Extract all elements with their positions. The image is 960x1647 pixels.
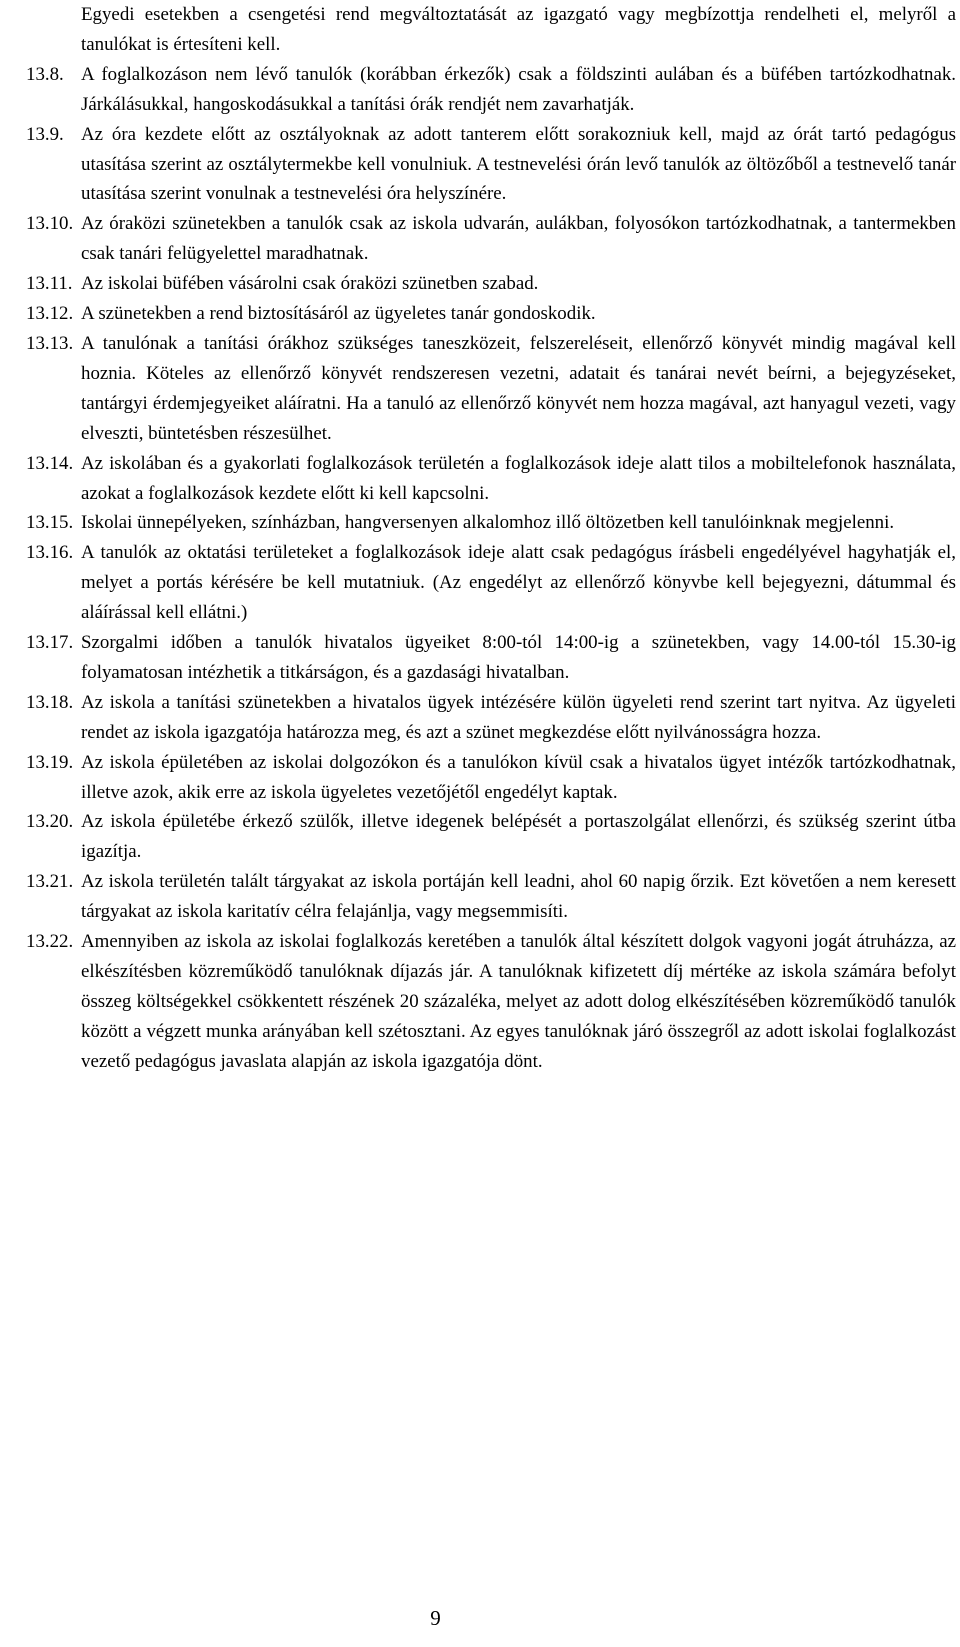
page-number: 9	[430, 1606, 441, 1630]
rule-item-13-11	[26, 269, 956, 299]
rule-number: 13.11.	[26, 273, 73, 295]
rule-item-13-8	[26, 60, 956, 120]
rule-item-13-13	[26, 329, 956, 449]
rule-number: 13.20.	[26, 811, 74, 833]
rule-item-13-17	[26, 628, 956, 688]
rule-number: 13.21.	[26, 871, 74, 893]
rule-number: 13.10.	[26, 213, 74, 235]
rule-text: A tanulók az oktatási területeket a foglalkozások ideje alatt csak pedagógus írásbeli engedélyével hagyhatják el, melyet a portás kérésére be kell mutatniuk. (Az engedélyt az ellenőrző könyvbe kell bejegyezni, dátummal és aláírással kell ellátni.)	[81, 542, 956, 624]
rule-text: Egyedi esetekben a csengetési rend megváltoztatását az igazgató vagy megbízottja rendelheti el, melyről a tanulókat is értesíteni kell.	[81, 4, 956, 55]
rule-text: A foglalkozáson nem lévő tanulók (korábban érkezők) csak a földszinti aulában és a büfében tartózkodhatnak. Járkálásukkal, hangoskodásukkal a tanítási órák rendjét nem zavarhatják.	[81, 63, 956, 115]
rule-text: Az iskola épületében az iskolai dolgozókon és a tanulókon kívül csak a hivatalos ügyet intézők tartózkodhatnak, illetve azok, akik erre az iskola ügyeletes vezetőjétől engedélyt kaptak.	[81, 751, 956, 803]
rule-text: Az iskolai büfében vásárolni csak óraközi szünetben szabad.	[81, 273, 539, 295]
rule-item-13-22	[26, 927, 956, 1077]
rule-item-13-10	[26, 209, 956, 269]
rule-text: Az iskola épületébe érkező szülők, illetve idegenek belépését a portaszolgálat ellenőrzi, és szükség szerint útba igazítja.	[81, 811, 956, 863]
rule-text: Az iskolában és a gyakorlati foglalkozások területén a foglalkozások ideje alatt tilos a mobiltelefonok használata, azokat a foglalkozások kezdete előtt ki kell kapcsolni.	[81, 452, 956, 504]
rule-item-13-20	[26, 807, 956, 867]
rule-item-13-12	[26, 299, 956, 329]
rule-text: Iskolai ünnepélyeken, színházban, hangversenyen alkalomhoz illő öltözetben kell tanulóinknak megjelenni.	[81, 512, 895, 534]
rules-list	[26, 0, 956, 1077]
rule-text: Az óra kezdete előtt az osztályoknak az adott tanterem előtt sorakozniuk kell, majd az órát tartó pedagógus utasítása szerint az osztálytermekbe kell vonulniuk. A testnevelési órán levő tanulók az öltözőből a testnevelő tanár utasítása szerint vonulnak a testnevelési óra helyszínére.	[81, 123, 956, 205]
rule-item-13-18	[26, 688, 956, 748]
rule-item-13-21	[26, 867, 956, 927]
rule-text: Szorgalmi időben a tanulók hivatalos ügyeiket 8:00-tól 14:00-ig a szünetekben, vagy 14.00-tól 15.30-ig folyamatosan intézhetik a titkárságon, és a gazdasági hivatalban.	[81, 632, 956, 683]
rule-text: Az óraközi szünetekben a tanulók csak az iskola udvarán, aulákban, folyosókon tartózkodhatnak, a tantermekben csak tanári felügyelettel maradhatnak.	[81, 213, 956, 265]
rule-number: 13.9.	[26, 123, 64, 145]
rule-text: Az iskola területén talált tárgyakat az iskola portáján kell leadni, ahol 60 napig őrzik. Ezt követően a nem keresett tárgyakat az iskola karitatív célra felajánlja, vagy megsemmisíti.	[81, 871, 956, 923]
rule-number: 13.18.	[26, 691, 74, 713]
rule-number: 13.22.	[26, 931, 74, 953]
rule-item-13-19	[26, 748, 956, 808]
rule-item-13-14	[26, 449, 956, 509]
rule-text: A szünetekben a rend biztosításáról az ügyeletes tanár gondoskodik.	[81, 303, 596, 325]
rule-number: 13.16.	[26, 542, 74, 564]
rule-number: 13.15.	[26, 512, 74, 534]
rule-text: Az iskola a tanítási szünetekben a hivatalos ügyek intézésére külön ügyeleti rend szerint tart nyitva. Az ügyeleti rendet az iskola igazgatója határozza meg, és azt a szünet megkezdése előtt nyilvánosságra hozza.	[81, 691, 956, 743]
rule-number: 13.13.	[26, 332, 74, 354]
rule-number: 13.12.	[26, 303, 74, 325]
rule-item-13-15	[26, 508, 956, 538]
rule-text: Amennyiben az iskola az iskolai foglalkozás keretében a tanulók által készített dolgok vagyoni jogát átruházza, az elkészítésben közreműködő tanulóknak díjazás jár. A tanulóknak kifizetett díj mértéke az iskola számára befolyt összeg költségekkel csökkentett részének 20 százaléka, melyet az adott dolog elkészítésében közreműködő tanulók között a végzett munka arányában kell szétosztani. Az egyes tanulóknak járó összegről az adott iskolai foglalkozást vezető pedagógus javaslata alapján az iskola igazgatója dönt.	[81, 931, 956, 1072]
rule-item-13-9	[26, 120, 956, 210]
rule-number: 13.19.	[26, 751, 74, 773]
rule-number: 13.17.	[26, 632, 74, 654]
rule-number: 13.14.	[26, 452, 74, 474]
rule-text: A tanulónak a tanítási órákhoz szükséges taneszközeit, felszereléseit, ellenőrző könyvét mindig magával kell hoznia. Köteles az ellenőrző könyvét rendszeresen vezetni, adatait és tanárai nevét beírni, a bejegyzéseket, tantárgyi érdemjegyeiket aláíratni. Ha a tanuló az ellenőrző könyvét nem hozza magával, azt hanyagul vezeti, vagy elveszti, büntetésben részesülhet.	[81, 332, 956, 444]
rule-item	[26, 0, 956, 60]
rule-item-13-16	[26, 538, 956, 628]
rule-number: 13.8.	[26, 63, 64, 85]
